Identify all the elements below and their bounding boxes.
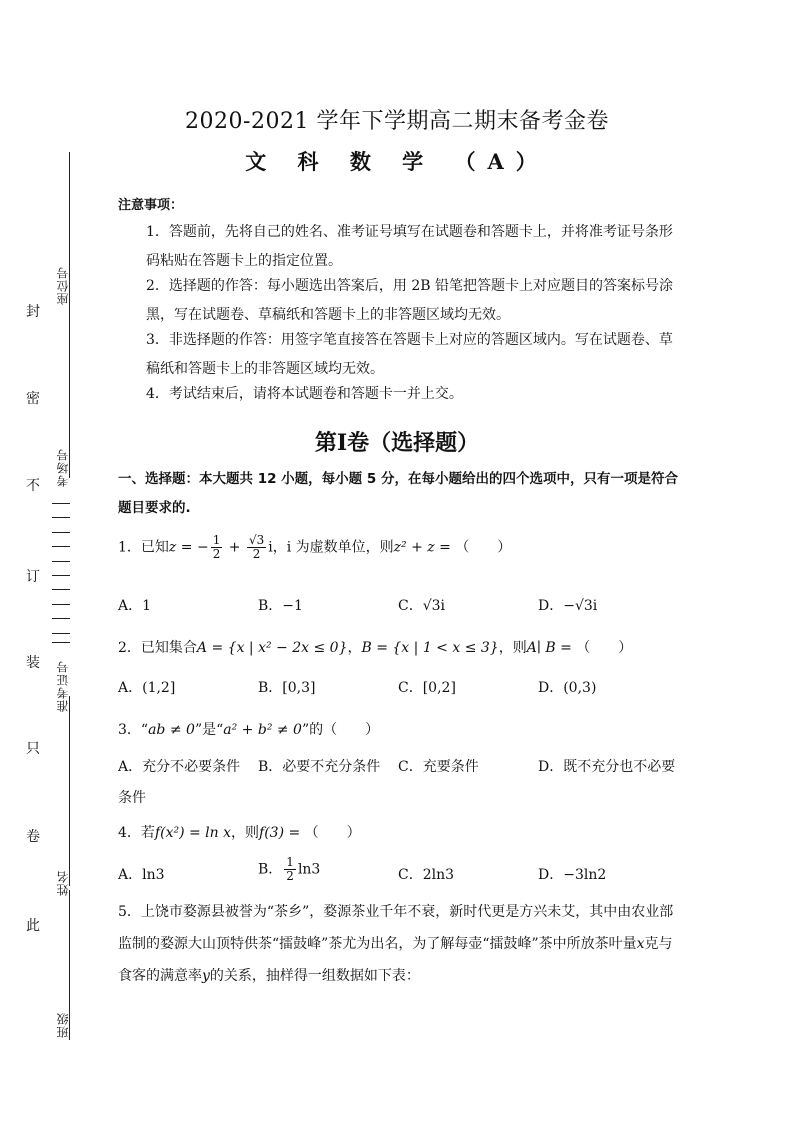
q3-option-a: A．充分不必要条件 xyxy=(118,759,241,775)
exam-title: 2020-2021 学年下学期高二期末备考金卷 xyxy=(185,109,609,134)
q4-option-c: C．2ln3 xyxy=(398,867,455,883)
seal-char: 此 xyxy=(26,918,40,934)
notice-item-2: 2．选择题的作答：每小题选出答案后，用 2B 铅笔把答题卡上对应题目的答案标号涂黑，写在试题卷、草稿纸和答题卡上的非答题区域均无效。 xyxy=(146,278,674,323)
exam-room-label: 考场号 xyxy=(56,448,70,487)
seal-char: 密 xyxy=(26,391,40,407)
exam-subtitle: 文 科 数 学 （A） xyxy=(245,149,549,174)
q2-option-a: A．(1,2] xyxy=(118,680,176,696)
class-label: 班级 xyxy=(56,1012,70,1038)
seal-char: 只 xyxy=(26,741,40,757)
question-5-line-2: 监制的婺源大山顶特供茶“擂鼓峰”茶尤为出名，为了解每壶“擂鼓峰”茶中所放茶叶量x克与 xyxy=(118,936,673,952)
q3-option-b: B．必要不充分条件 xyxy=(258,759,381,775)
notice-item-1: 1．答题前，先将自己的姓名、准考证号填写在试题卷和答题卡上，并将准考证号条形码粘贴在答题卡上的指定位置。 xyxy=(146,224,673,269)
question-1: 1．已知z = − $\frac{1}{2}$ + $\frac{√3}{2}$ i，i 为虚数单位，则z² + z = （ ） xyxy=(118,533,512,561)
q4-option-a: A．ln3 xyxy=(118,867,165,883)
notice-title: 注意事项： xyxy=(118,198,184,213)
q3-option-d: D．既不充分也不必要 xyxy=(538,759,676,775)
q4-option-d: D．−3ln2 xyxy=(538,867,607,883)
q2-option-b: B．[0,3] xyxy=(258,680,316,696)
question-3: 3．“ab ≠ 0”是“a² + b² ≠ 0”的（ ） xyxy=(118,722,380,738)
admission-number-label: 准考证号 xyxy=(56,660,70,712)
question-5-line-1: 5．上饶市婺源县被誉为“茶乡”，婺源茶业千年不衰，新时代更是方兴未艾，其中由农业部 xyxy=(118,904,674,920)
seat-number-label: 座位号 xyxy=(56,266,70,305)
seal-char: 订 xyxy=(26,569,40,585)
q1-option-d: D．−√3i xyxy=(538,598,598,614)
notice-item-4: 4．考试结束后，请将本试题卷和答题卡一并上交。 xyxy=(146,386,463,402)
q2-option-d: D．(0,3) xyxy=(538,680,597,696)
question-5-line-3: 食客的满意率y的关系，抽样得一组数据如下表： xyxy=(118,968,420,984)
name-label: 姓名 xyxy=(56,870,70,896)
seal-char: 不 xyxy=(26,478,40,494)
section-title: 第Ⅰ卷（选择题） xyxy=(314,430,480,456)
q1-option-b: B．−1 xyxy=(258,598,303,614)
q4-option-b: B． $\frac{1}{2}$ ln3 xyxy=(258,855,321,883)
q3-option-c: C．充要条件 xyxy=(398,759,479,775)
question-4: 4．若f(x²) = ln x，则f(3) = （ ） xyxy=(118,825,361,841)
q1-option-a: A．1 xyxy=(118,598,152,614)
notice-item-3: 3．非选择题的作答：用签字笔直接答在答题卡上对应的答题区域内。写在试题卷、草稿纸和答题卡上的非答题区域均无效。 xyxy=(146,332,673,377)
admission-number-grid xyxy=(52,503,70,643)
question-2: 2．已知集合A = {x | x² − 2x ≤ 0}，B = {x | 1 < x ≤ 3}，则A∣ B = （ ） xyxy=(118,640,633,656)
q1-option-c: C．√3i xyxy=(398,598,446,614)
seal-char: 封 xyxy=(26,304,40,320)
binding-line-3 xyxy=(69,696,70,886)
q2-option-c: C．[0,2] xyxy=(398,680,456,696)
seal-char: 卷 xyxy=(26,829,40,845)
section-intro: 一、选择题：本大题共 12 小题，每小题 5 分，在每小题给出的四个选项中，只有一项是符合题目要求的. xyxy=(118,471,678,516)
binding-line-1 xyxy=(69,152,70,342)
q3-option-d-wrap: 条件 xyxy=(118,790,146,806)
seal-char: 装 xyxy=(26,655,40,671)
